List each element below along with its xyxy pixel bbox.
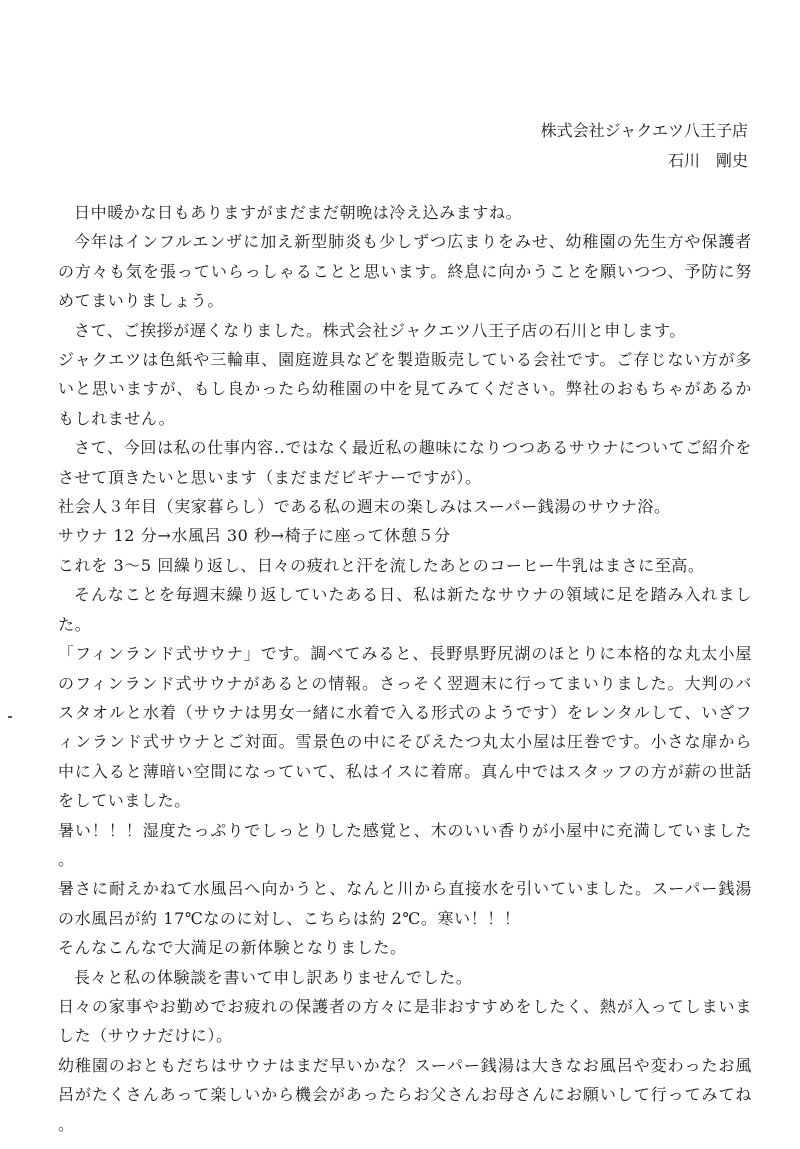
paragraph-company: ジャクエツは色紙や三輪車、園庭遊具などを製造販売している会社です。ご存じない方が多いと思いますが、もし良かったら幼稚園の中を見てみてください。弊社のおもちゃがあるかもしれません。 <box>58 350 752 428</box>
paragraph-routine: サウナ 12 分→水風呂 30 秒→椅子に座って休憩５分 <box>58 526 451 546</box>
paragraph-health: 今年はインフルエンザに加え新型肺炎も少しずつ広まりをみせ、幼稚園の先生方や保護者の方々も気を張っていらっしゃることと思います。終息に向かうことを願いつつ、予防に努めてまいりましょう。 <box>58 232 752 311</box>
paragraph-apology: 長々と私の体験談を書いて申し訳ありませんでした。 <box>74 967 473 987</box>
paragraph-new-territory: そんなことを毎週末繰り返していたある日、私は新たなサウナの領域に足を踏み入れました。 <box>58 585 752 634</box>
paragraph-introduction: さて、ご挨拶が遅くなりました。株式会社ジャクエツ八王子店の石川と申します。 <box>74 320 686 340</box>
sender-company: 株式会社ジャクエツ八王子店 <box>540 121 748 140</box>
sender-name: 石川 剛史 <box>667 151 748 170</box>
paragraph-weekend: 社会人３年目（実家暮らし）である私の週末の楽しみはスーパー銭湯のサウナ浴。 <box>58 497 671 517</box>
paragraph-satisfied: そんなこんなで大満足の新体験となりました。 <box>58 938 407 958</box>
paragraph-finnish-sauna: 「フィンランド式サウナ」です。調べてみると、長野県野尻湖のほとりに本格的な丸太小屋のフィンランド式サウナがあるとの情報。さっそく翌週末に行ってまいりました。大判のバスタオルと水着（サウナは男女一緒に水着で入る形式のようです）をレンタルして、いざフィンランド式サウナとご対面。雪景色の中にそびえたつ丸太小屋は圧巻です。小さな扉から中に入ると薄暗い空間になっていて、私はイスに着席。真ん中ではスタッフの方が薪の世話をしていました。 <box>58 644 752 811</box>
paragraph-children: 幼稚園のおともだちはサウナはまだ早いかな？スーパー銭湯は大きなお風呂や変わったお風呂がたくさんあって楽しいから機会があったらお父さんお母さんにお願いして行ってみてね。 <box>58 1055 752 1134</box>
paragraph-cold-bath: 暑さに耐えかねて水風呂へ向かうと、なんと川から直接水を引いていました。スーパー銭湯の水風呂が約 17℃なのに対し、こちらは約 2℃。寒い！！！ <box>58 879 752 928</box>
paragraph-recommend: 日々の家事やお勤めでお疲れの保護者の方々に是非おすすめをしたく、熱が入ってしまいました（サウナだけに）。 <box>58 996 752 1046</box>
letter-body <box>58 198 752 1139</box>
paragraph-topic: さて、今回は私の仕事内容..ではなく最近私の趣味になりつつあるサウナについてご紹介をさせて頂きたいと思います（まだまだビギナーですが）。 <box>58 438 752 487</box>
paragraph-hot: 暑い！！！湿度たっぷりでしっとりした感覚と、木のいい香りが小屋中に充満していました。 <box>58 820 752 869</box>
sender-block <box>541 116 748 176</box>
scan-mark <box>8 716 12 718</box>
paragraph-repeat: これを 3～5 回繰り返し、日々の疲れと汗を流したあとのコーヒー牛乳はまさに至高。 <box>58 555 705 575</box>
paragraph-greeting: 日中暖かな日もありますがまだまだ朝晩は冷え込みますね。 <box>74 203 523 222</box>
